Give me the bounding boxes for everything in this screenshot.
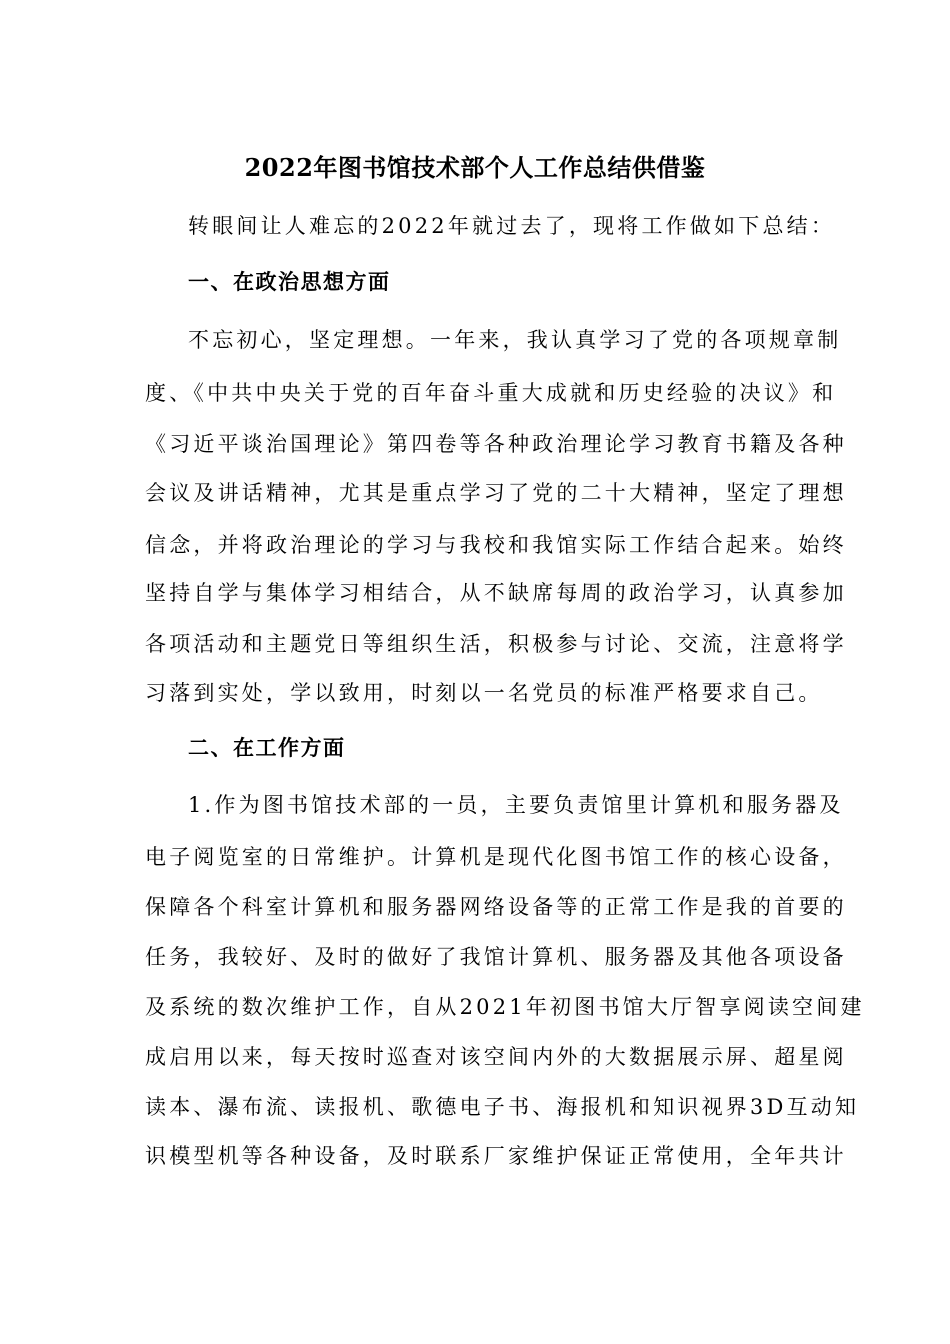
paragraph-line: 信念，并将政治理论的学习与我校和我馆实际工作结合起来。始终 [145, 533, 847, 557]
paragraph-line: 《习近平谈治国理论》第四卷等各种政治理论学习教育书籍及各种 [145, 432, 847, 456]
paragraph-line: 及系统的数次维护工作，自从2021年初图书馆大厅智享阅读空间建 [145, 995, 865, 1019]
paragraph-line: 1.作为图书馆技术部的一员，主要负责馆里计算机和服务器及 [188, 793, 844, 817]
section-heading-political: 一、在政治思想方面 [188, 269, 391, 294]
paragraph-line: 坚持自学与集体学习相结合，从不缺席每周的政治学习，认真参加 [145, 581, 847, 605]
paragraph-line: 习落到实处，学以致用，时刻以一名党员的标准严格要求自己。 [145, 681, 823, 705]
paragraph-line: 会议及讲话精神，尤其是重点学习了党的二十大精神，坚定了理想 [145, 481, 847, 505]
paragraph-line: 成启用以来，每天按时巡查对该空间内外的大数据展示屏、超星阅 [145, 1045, 847, 1069]
paragraph-line: 各项活动和主题党日等组织生活，积极参与讨论、交流，注意将学 [145, 632, 847, 656]
paragraph-line: 保障各个科室计算机和服务器网络设备等的正常工作是我的首要的 [145, 895, 847, 919]
intro-paragraph: 转眼间让人难忘的2022年就过去了，现将工作做如下总结： [188, 214, 836, 238]
section-heading-work: 二、在工作方面 [188, 735, 346, 760]
paragraph-line: 识模型机等各种设备，及时联系厂家维护保证正常使用，全年共计 [145, 1144, 847, 1168]
paragraph-line: 不忘初心，坚定理想。一年来，我认真学习了党的各项规章制 [188, 328, 842, 352]
paragraph-line: 任务，我较好、及时的做好了我馆计算机、服务器及其他各项设备 [145, 945, 847, 969]
paragraph-line: 度、《中共中央关于党的百年奋斗重大成就和历史经验的决议》和 [145, 381, 837, 405]
paragraph-line: 电子阅览室的日常维护。计算机是现代化图书馆工作的核心设备， [145, 845, 847, 869]
document-title: 2022年图书馆技术部个人工作总结供借鉴 [244, 153, 706, 182]
paragraph-line: 读本、瀑布流、读报机、歌德电子书、海报机和知识视界3D互动知 [145, 1095, 860, 1119]
